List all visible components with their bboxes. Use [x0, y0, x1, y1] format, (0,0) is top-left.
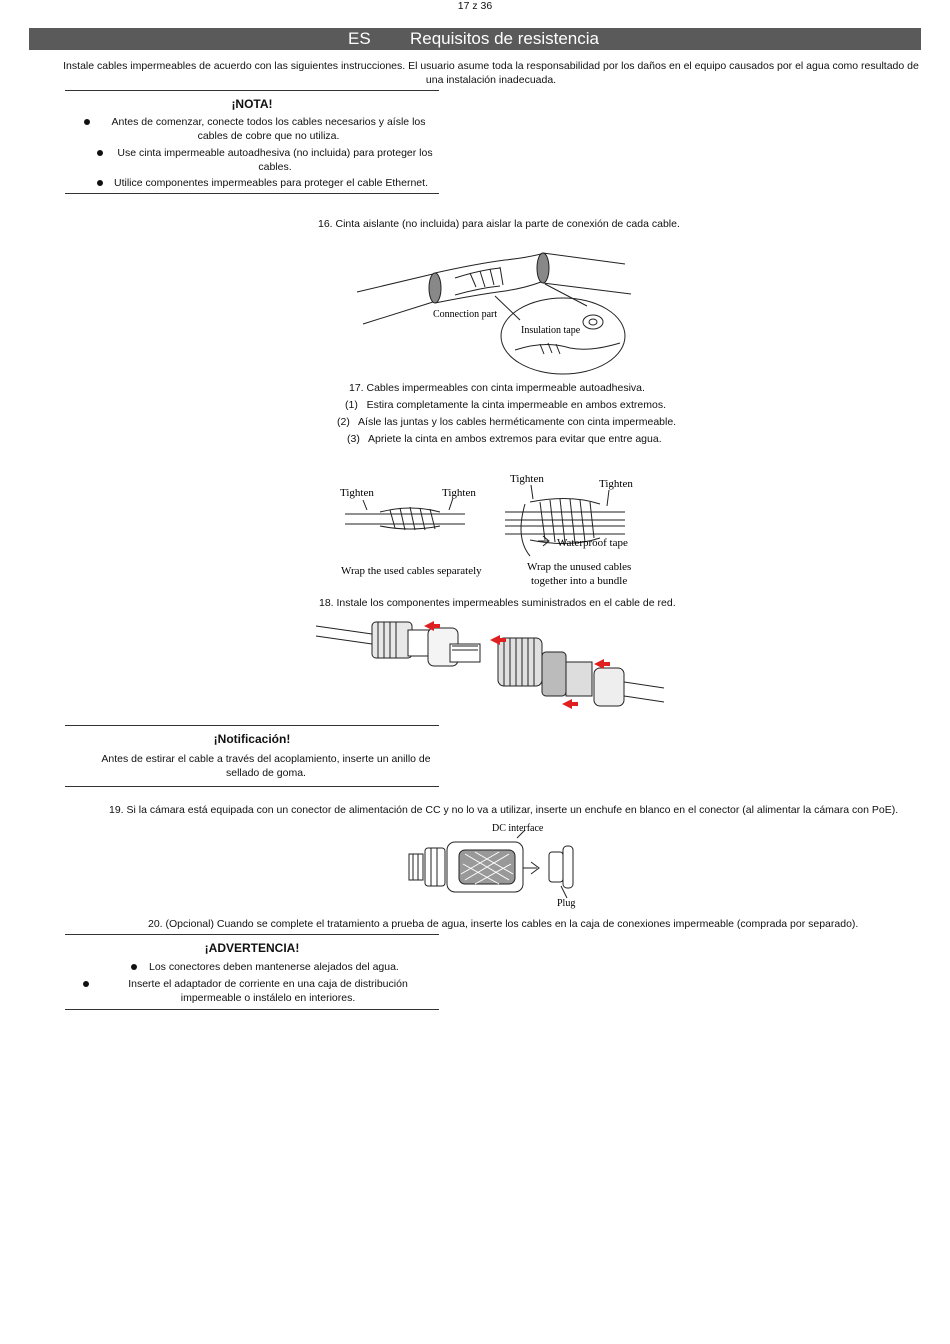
tighten-label: Tighten	[510, 473, 544, 485]
notificacion-box	[65, 725, 439, 787]
dc-plug-figure	[405, 818, 590, 913]
plug-label: Plug	[557, 898, 576, 909]
advertencia-item-text: Los conectores deben mantenerse alejados del agua.	[149, 961, 399, 973]
language-code: ES	[348, 29, 371, 48]
wrap-used-caption: Wrap the used cables separately	[341, 565, 482, 577]
sub-number: (2)	[337, 416, 350, 428]
step-19-text: 19. Si la cámara está equipada con un conector de alimentación de CC y no lo va a utilizar, inserte un enchufe en blanco en el conector (al alimentar la cámara con PoE).	[109, 804, 899, 816]
step-17-sub	[337, 415, 676, 429]
nota-title: ¡NOTA!	[231, 97, 273, 111]
sub-number: (1)	[345, 399, 358, 411]
bullet-icon	[84, 119, 90, 125]
connection-part-label: Connection part	[433, 309, 498, 320]
step-16-text: 16. Cinta aislante (no incluida) para aislar la parte de conexión de cada cable.	[318, 218, 680, 230]
tighten-label: Tighten	[599, 478, 633, 490]
step-17-sub	[347, 432, 662, 446]
bullet-icon	[83, 981, 89, 987]
wrap-unused-caption: together into a bundle	[531, 575, 628, 587]
nota-item-text: Utilice componentes impermeables para proteger el cable Ethernet.	[113, 177, 428, 189]
bullet-icon	[131, 964, 137, 970]
step-17-text: 17. Cables impermeables con cinta impermeable autoadhesiva.	[349, 382, 645, 394]
nota-item	[84, 115, 439, 143]
sub-text: Apriete la cinta en ambos extremos para evitar que entre agua.	[368, 433, 662, 445]
advertencia-item	[83, 977, 439, 1005]
step-17-sub	[345, 398, 666, 412]
nota-item	[97, 146, 439, 174]
waterproof-tape-label: Waterproof tape	[557, 537, 628, 549]
tighten-label: Tighten	[442, 487, 476, 499]
insulation-figure	[355, 240, 635, 375]
sub-text: Estira completamente la cinta impermeable en ambos extremos.	[366, 399, 666, 411]
insulation-tape-label: Insulation tape	[521, 325, 581, 336]
nota-item	[97, 176, 439, 190]
intro-paragraph: Instale cables impermeables de acuerdo con las siguientes instrucciones. El usuario asume toda la responsabilidad por los daños en el equipo causados por el agua como resultado de una instalación inadecuada.	[63, 60, 919, 86]
advertencia-title: ¡ADVERTENCIA!	[204, 941, 300, 955]
bullet-icon	[97, 180, 103, 186]
network-connector-figure	[312, 612, 672, 714]
advertencia-item	[131, 960, 431, 974]
sub-number: (3)	[347, 433, 360, 445]
section-header-bar	[29, 28, 921, 50]
waterproof-tape-figure	[335, 468, 655, 590]
section-title: Requisitos de resistencia	[410, 29, 599, 48]
bullet-icon	[97, 150, 103, 156]
notificacion-text: Antes de estirar el cable a través del acoplamiento, inserte un anillo de sellado de goma.	[101, 753, 431, 779]
advertencia-item-text: Inserte el adaptador de corriente en una caja de distribución impermeable o instálelo en interiores.	[128, 978, 408, 1004]
step-18-text: 18. Instale los componentes impermeables suministrados en el cable de red.	[319, 597, 676, 609]
step-20-text: 20. (Opcional) Cuando se complete el tratamiento a prueba de agua, inserte los cables en la caja de conexiones impermeable (comprada por separado).	[148, 918, 859, 930]
wrap-unused-caption: Wrap the unused cables	[527, 561, 632, 573]
nota-item-text: Antes de comenzar, conecte todos los cables necesarios y aísle los cables de cobre que no utiliza.	[111, 116, 426, 142]
page-number: 17 z 36	[457, 0, 493, 12]
sub-text: Aísle las juntas y los cables herméticamente con cinta impermeable.	[358, 416, 677, 428]
dc-interface-label: DC interface	[492, 823, 544, 834]
nota-item-text: Use cinta impermeable autoadhesiva (no incluida) para proteger los cables.	[117, 147, 433, 173]
tighten-label: Tighten	[340, 487, 374, 499]
notificacion-title: ¡Notificación!	[213, 732, 291, 746]
